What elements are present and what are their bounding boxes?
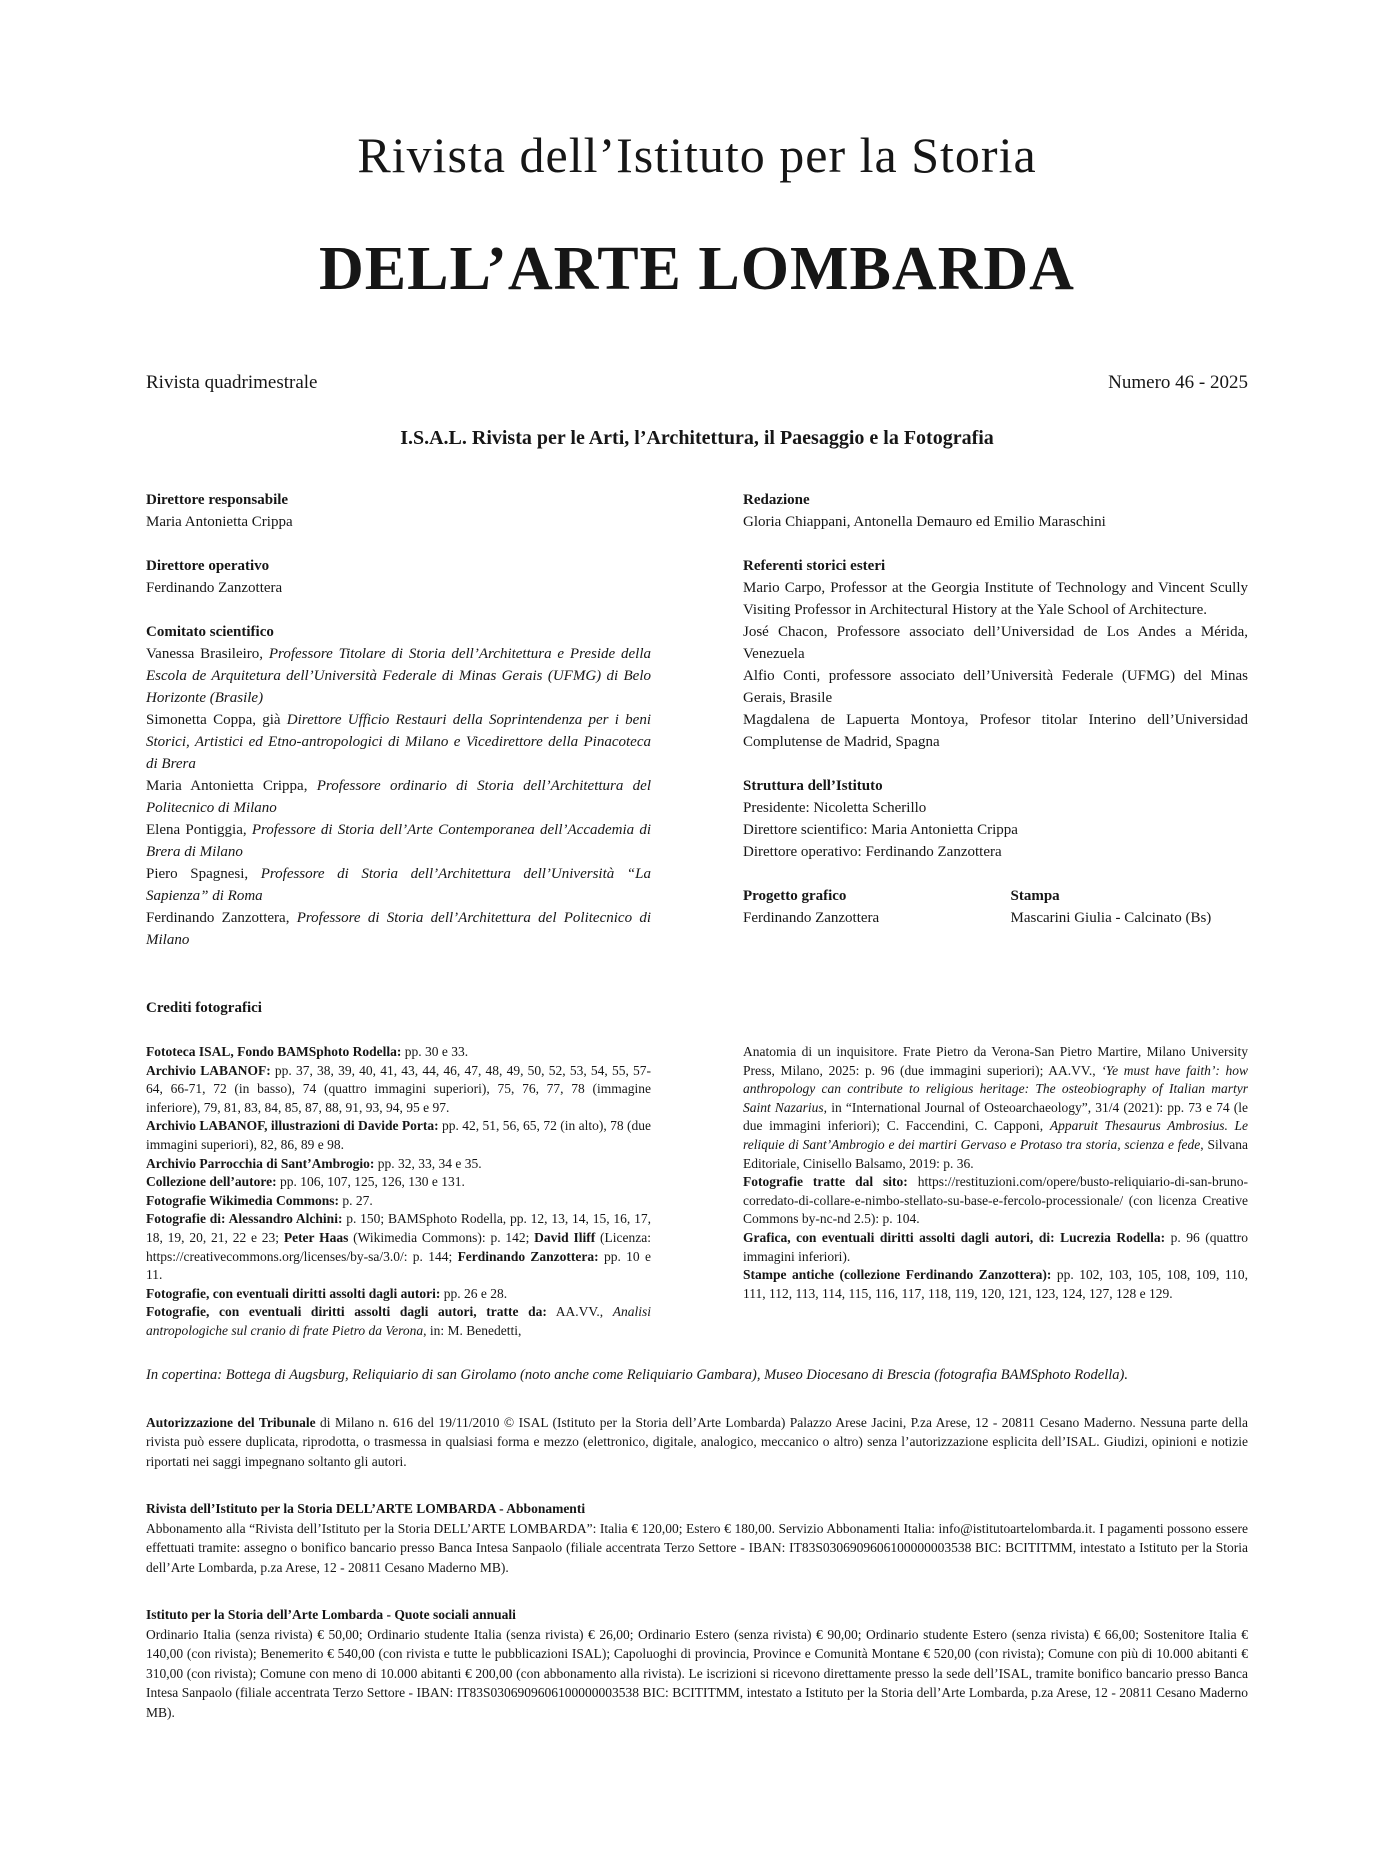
comitato-member: Elena Pontiggia, Professore di Storia dell’Arte Contemporanea dell’Accademia di Brera di Milano [146, 822, 652, 860]
comitato-member: Simonetta Coppa, già Direttore Ufficio Restauri della Soprintendenza per i beni Storici, Artistici ed Etno-antropologici di Milano e Vicedirettore della Pinacoteca di Brera [146, 712, 651, 772]
struttura-line: Direttore operativo: Ferdinando Zanzottera [743, 844, 1002, 860]
referente-esteri-entry: Mario Carpo, Professor at the Georgia Institute of Technology and Vincent Scully Visiting Professor in Architectural History at the Yale School of Architecture. [743, 580, 1248, 618]
journal-title-line1: Rivista dell’Istituto per la Storia [357, 127, 1037, 183]
crediti-fotografici-heading: Crediti fotografici [146, 1000, 262, 1016]
autorizzazione-paragraph: Autorizzazione del Tribunale di Milano n. 616 del 19/11/2010 © ISAL (Istituto per la Storia dell’Arte Lombarda) Palazzo Arese Jacini, P.za Arese, 12 - 20811 Cesano Maderno. Nessuna parte della rivista può essere duplicata, riprodotta, o trasmessa in qualsiasi forma e mezzo (elettronico, digitale, analogico, meccanico o altro) senza l’autorizzazione esplicita dell’ISAL. Giudizi, opinioni e notizie riportati nei saggi impegnano soltanto gli autori. [146, 1414, 1248, 1469]
quote-sociali-heading: Istituto per la Storia dell’Arte Lombarda - Quote sociali annuali [146, 1607, 516, 1622]
credit-entry: Fotografie tratte dal sito: https://restituzioni.com/opere/busto-reliquiario-di-san-bruno-corredato-di-collare-e-nimbo-stellato-su-base-e-fercolo-processionale/ (con licenza Creative Commons by-nc-nd 2.5): p. 104. [743, 1174, 1248, 1227]
journal-subtitle: I.S.A.L. Rivista per le Arti, l’Architettura, il Paesaggio e la Fotografia [400, 427, 994, 449]
comitato-member: Ferdinando Zanzottera, Professore di Storia dell’Architettura del Politecnico di Milano [146, 910, 651, 948]
issue-meta-row [146, 371, 1248, 395]
cover-credit-line: In copertina: Bottega di Augsburg, Reliquiario di san Girolamo (noto anche come Reliquiario Gambara), Museo Diocesano di Brescia (fotografia BAMSphoto Rodella). [146, 1366, 1128, 1383]
credit-entry: Fototeca ISAL, Fondo BAMSphoto Rodella: pp. 30 e 33. [146, 1044, 469, 1059]
credit-entry: Grafica, con eventuali diritti assolti dagli autori, di: Lucrezia Rodella: p. 96 (quattro immagini inferiori). [743, 1229, 1248, 1264]
progetto-stampa-row [743, 885, 1248, 929]
direttore-responsabile-heading: Direttore responsabile [146, 492, 289, 508]
direttore-operativo-block [146, 555, 651, 599]
issue-number: Numero 46 - 2025 [1108, 372, 1248, 393]
comitato-scientifico-block [146, 621, 651, 951]
credit-entry: Fotografie, con eventuali diritti assolti dagli autori, tratte da: AA.VV., Analisi antropologiche sul cranio di frate Pietro da Verona, in: M. Benedetti, [146, 1304, 652, 1338]
progetto-grafico-block [743, 885, 981, 929]
referente-esteri-entry: José Chacon, Professore associato dell’Universidad de Los Andes a Mérida, Venezuela [743, 624, 1248, 662]
struttura-line: Direttore scientifico: Maria Antonietta Crippa [743, 822, 1018, 838]
masthead-header [146, 125, 1248, 451]
redazione-names: Gloria Chiappani, Antonella Demauro ed Emilio Maraschini [743, 514, 1106, 530]
credit-entry: Anatomia di un inquisitore. Frate Pietro da Verona-San Pietro Martire, Milano University Press, Milano, 2025: p. 96 (due immagini superiori); AA.VV., ‘Ye must have faith’: how anthropology can contribute to religious heritage: The osteobiography of Italian martyr Saint Nazarius, in “International Journal of Osteoarchaeology”, 31/4 (2021): pp. 73 e 74 (le due immagini inferiori); C. Faccendini, C. Capponi, Apparuit Thesaurus Ambrosius. Le reliquie di Sant’Ambrogio e dei martiri Gervaso e Protaso tra storia, scienza e fede, Silvana Editoriale, Cinisello Balsamo, 2019: p. 36. [743, 1044, 1249, 1171]
direttore-operativo-heading: Direttore operativo [146, 558, 270, 574]
credit-entry: Archivio LABANOF, illustrazioni di Davide Porta: pp. 42, 51, 56, 65, 72 (in alto), 78 (due immagini superiori), 82, 86, 89 e 98. [146, 1118, 651, 1152]
colophon-footer [146, 1365, 1248, 1723]
masthead-columns [146, 489, 1248, 951]
credit-entry: Collezione dell’autore: pp. 106, 107, 125, 126, 130 e 131. [146, 1174, 465, 1190]
referente-esteri-entry: Magdalena de Lapuerta Montoya, Profesor titolar Interino dell’Universidad Complutense de Madrid, Spagna [743, 712, 1248, 750]
struttura-line: Presidente: Nicoletta Scherillo [743, 800, 927, 816]
redazione-block [743, 489, 1248, 533]
credits-right-column [743, 1043, 1248, 1341]
credit-entry: Fotografie Wikimedia Commons: p. 27. [146, 1192, 373, 1208]
credit-entry: Fotografie, con eventuali diritti assolti dagli autori: pp. 26 e 28. [146, 1285, 508, 1301]
referenti-esteri-heading: Referenti storici esteri [743, 558, 886, 574]
journal-title-line2: DELL’ARTE LOMBARDA [319, 235, 1075, 303]
direttore-responsabile-block [146, 489, 651, 533]
progetto-grafico-name: Ferdinando Zanzottera [743, 910, 880, 926]
struttura-istituto-block [743, 775, 1248, 863]
comitato-member: Vanessa Brasileiro, Professore Titolare di Storia dell’Architettura e Preside della Escola de Arquitetura dell’Università Federale di Minas Gerais (UFMG) di Belo Horizonte (Brasile) [146, 646, 651, 706]
credit-entry: Archivio Parrocchia di Sant’Ambrogio: pp. 32, 33, 34 e 35. [146, 1155, 482, 1171]
comitato-scientifico-heading: Comitato scientifico [146, 624, 274, 640]
masthead-right-column [743, 489, 1248, 951]
crediti-fotografici-columns [146, 1043, 1248, 1341]
progetto-grafico-heading: Progetto grafico [743, 888, 847, 904]
stampa-heading: Stampa [1010, 888, 1060, 904]
struttura-istituto-heading: Struttura dell’Istituto [743, 778, 883, 794]
abbonamenti-heading: Rivista dell’Istituto per la Storia DELL’ARTE LOMBARDA - Abbonamenti [146, 1501, 586, 1516]
referenti-esteri-block [743, 555, 1248, 753]
abbonamenti-paragraph: Abbonamento alla “Rivista dell’Istituto per la Storia DELL’ARTE LOMBARDA”: Italia € 120,00; Estero € 180,00. Servizio Abbonamenti Italia: info@istitutoartelombarda.it. I pagamenti possono essere effettuati tramite: assegno o bonifico bancario presso Banca Intesa Sanpaolo (filiale accentrata Terzo Settore - IBAN: IT83S0306909606100000003538 BIC: BCITITMM, intestato a Istituto per la Storia dell’Arte Lombarda, p.za Arese, 12 - 20811 Cesano Maderno MB). [146, 1520, 1248, 1575]
quote-sociali-paragraph: Ordinario Italia (senza rivista) € 50,00; Ordinario studente Italia (senza rivista) € 26,00; Ordinario Estero (senza rivista) € 90,00; Ordinario studente Estero (senza rivista) € 66,00; Sostenitore Italia € 140,00 (con rivista); Benemerito € 540,00 (con rivista e tutte le pubblicazioni ISAL); Capoluoghi di provincia, Province e Comunità Montane € 520,00 (con rivista); Comune con più di 10.000 abitanti € 310,00 (con rivista); Comune con meno di 10.000 abitanti € 200,00 (con abbonamento alla rivista). Le iscrizioni si ricevono direttamente presso la sede dell’ISAL, tramite bonifico bancario presso Banca Intesa Sanpaolo (filiale accentrata Terzo Settore - IBAN: IT83S0306909606100000003538 BIC: BCITITMM, intestato a Istituto per la Storia dell’Arte Lombarda, p.za Arese, 12 - 20811 Cesano Maderno MB). [146, 1626, 1248, 1720]
direttore-responsabile-name: Maria Antonietta Crippa [146, 514, 293, 530]
credit-entry: Archivio LABANOF: pp. 37, 38, 39, 40, 41, 43, 44, 46, 47, 48, 49, 50, 52, 53, 54, 55, 57-64, 66-71, 72 (in basso), 74 (quattro immagini superiori), 75, 76, 77, 78 (immagine inferiore), 79, 81, 83, 84, 85, 87, 88, 91, 93, 94, 95 e 97. [146, 1062, 652, 1115]
redazione-heading: Redazione [743, 492, 810, 508]
direttore-operativo-name: Ferdinando Zanzottera [146, 580, 283, 596]
stampa-name: Mascarini Giulia - Calcinato (Bs) [1010, 910, 1212, 926]
stampa-block [1011, 885, 1249, 929]
comitato-member: Maria Antonietta Crippa, Professore ordinario di Storia dell’Architettura del Politecnico di Milano [146, 778, 651, 816]
credit-entry: Fotografie di: Alessandro Alchini: p. 150; BAMSphoto Rodella, pp. 12, 13, 14, 15, 16, 17, 18, 19, 20, 21, 22 e 23; Peter Haas (Wikimedia Commons): p. 142; David Iliff (Licenza: https://creativecommons.org/licenses/by-sa/3.0/: p. 144; Ferdinando Zanzottera: pp. 10 e 11. [146, 1211, 651, 1283]
credit-entry: Stampe antiche (collezione Ferdinando Zanzottera): pp. 102, 103, 105, 108, 109, 110, 111, 112, 113, 114, 115, 116, 117, 118, 119, 120, 121, 123, 124, 127, 128 e 129. [743, 1267, 1249, 1301]
referente-esteri-entry: Alfio Conti, professore associato dell’Università Federale (UFMG) del Minas Gerais, Brasile [743, 668, 1248, 706]
periodicity-label: Rivista quadrimestrale [146, 372, 318, 393]
credits-left-column [146, 1043, 651, 1341]
comitato-member: Piero Spagnesi, Professore di Storia dell’Architettura dell’Università “La Sapienza” di Roma [146, 866, 651, 904]
masthead-left-column [146, 489, 651, 951]
